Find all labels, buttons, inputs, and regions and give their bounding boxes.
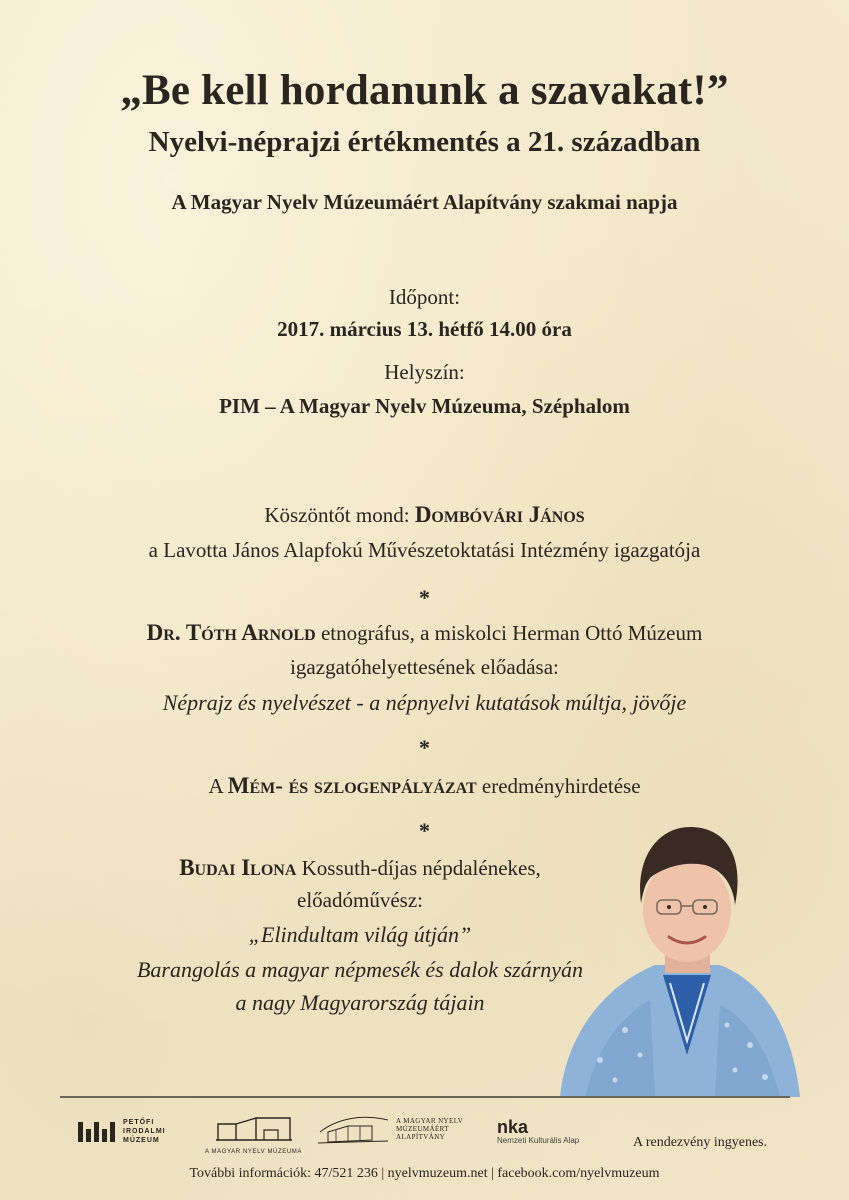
greeting-prefix: Köszöntőt mond: <box>264 503 415 527</box>
performer-portrait <box>555 815 805 1097</box>
organizer-line: A Magyar Nyelv Múzeumáért Alapítvány szakmai napja <box>171 190 678 214</box>
language-museum-logo <box>205 1116 302 1155</box>
performance-subtitle-2: a nagy Magyarország tájain <box>235 990 485 1015</box>
museum-building-icon <box>216 1116 292 1142</box>
pim-bars-icon <box>78 1122 115 1142</box>
contest-name: Mém- és szlogenpályázat <box>227 773 477 798</box>
free-admission-note: A rendezvény ingyenes. <box>633 1135 768 1150</box>
talk-line <box>0 620 849 646</box>
time-label: Időpont: <box>388 285 461 309</box>
talk-title: Néprajz és nyelvészet - a népnyelvi kutatások múltja, jövője <box>162 690 687 715</box>
foundation-logo-text: A MAGYAR NYELV MÚZEUMÁÉRT ALAPÍTVÁNY <box>396 1117 464 1141</box>
language-museum-logo-text: A MAGYAR NYELV MÚZEUMA <box>205 1149 302 1155</box>
nka-mark: nka <box>497 1117 529 1137</box>
contest-prefix: A <box>208 774 228 798</box>
greeting-line <box>0 502 849 528</box>
separator-star: * <box>419 818 430 843</box>
talk-speaker-role: etnográfus, a miskolci Herman Ottó Múzeum <box>315 621 703 645</box>
performer-role-line: előadóművész: <box>297 888 423 912</box>
greeting-speaker: Dombóvári János <box>414 502 585 527</box>
talk-speaker: Dr. Tóth Arnold <box>146 620 316 645</box>
pim-logo <box>78 1118 166 1145</box>
foundation-logo <box>318 1112 463 1146</box>
performer-name: Budai Ilona <box>179 855 297 880</box>
nka-name: Nemzeti Kulturális Alap <box>497 1136 580 1145</box>
separator-star: * <box>419 735 430 760</box>
contact-footer: További információk: 47/521 236 | nyelvmuzeum.net | facebook.com/nyelvmuzeum <box>189 1166 660 1181</box>
talk-role-line: igazgatóhelyettesének előadása: <box>290 655 559 679</box>
separator-star: * <box>419 585 430 610</box>
place-value: PIM – A Magyar Nyelv Múzeuma, Széphalom <box>219 394 630 418</box>
time-value: 2017. március 13. hétfő 14.00 óra <box>277 317 572 341</box>
foundation-building-icon <box>318 1112 390 1146</box>
event-subtitle: Nyelvi-néprajzi értékmentés a 21. században <box>148 126 701 158</box>
footer-divider <box>60 1096 790 1098</box>
pim-logo-text: PETŐFI IRODALMI MÚZEUM <box>123 1119 166 1144</box>
contest-suffix: eredményhirdetése <box>476 774 641 798</box>
performance-title: „Elindultam világ útján” <box>248 922 472 947</box>
performer-role: Kossuth-díjas népdalénekes, <box>296 856 541 880</box>
contest-line <box>0 773 849 799</box>
nka-logo <box>497 1118 579 1145</box>
event-title: „Be kell hordanunk a szavakat!” <box>120 67 729 114</box>
greeting-role: a Lavotta János Alapfokú Művészetoktatási Intézmény igazgatója <box>148 538 701 562</box>
place-label: Helyszín: <box>384 360 465 384</box>
performance-subtitle-1: Barangolás a magyar népmesék és dalok szárnyán <box>136 957 584 982</box>
